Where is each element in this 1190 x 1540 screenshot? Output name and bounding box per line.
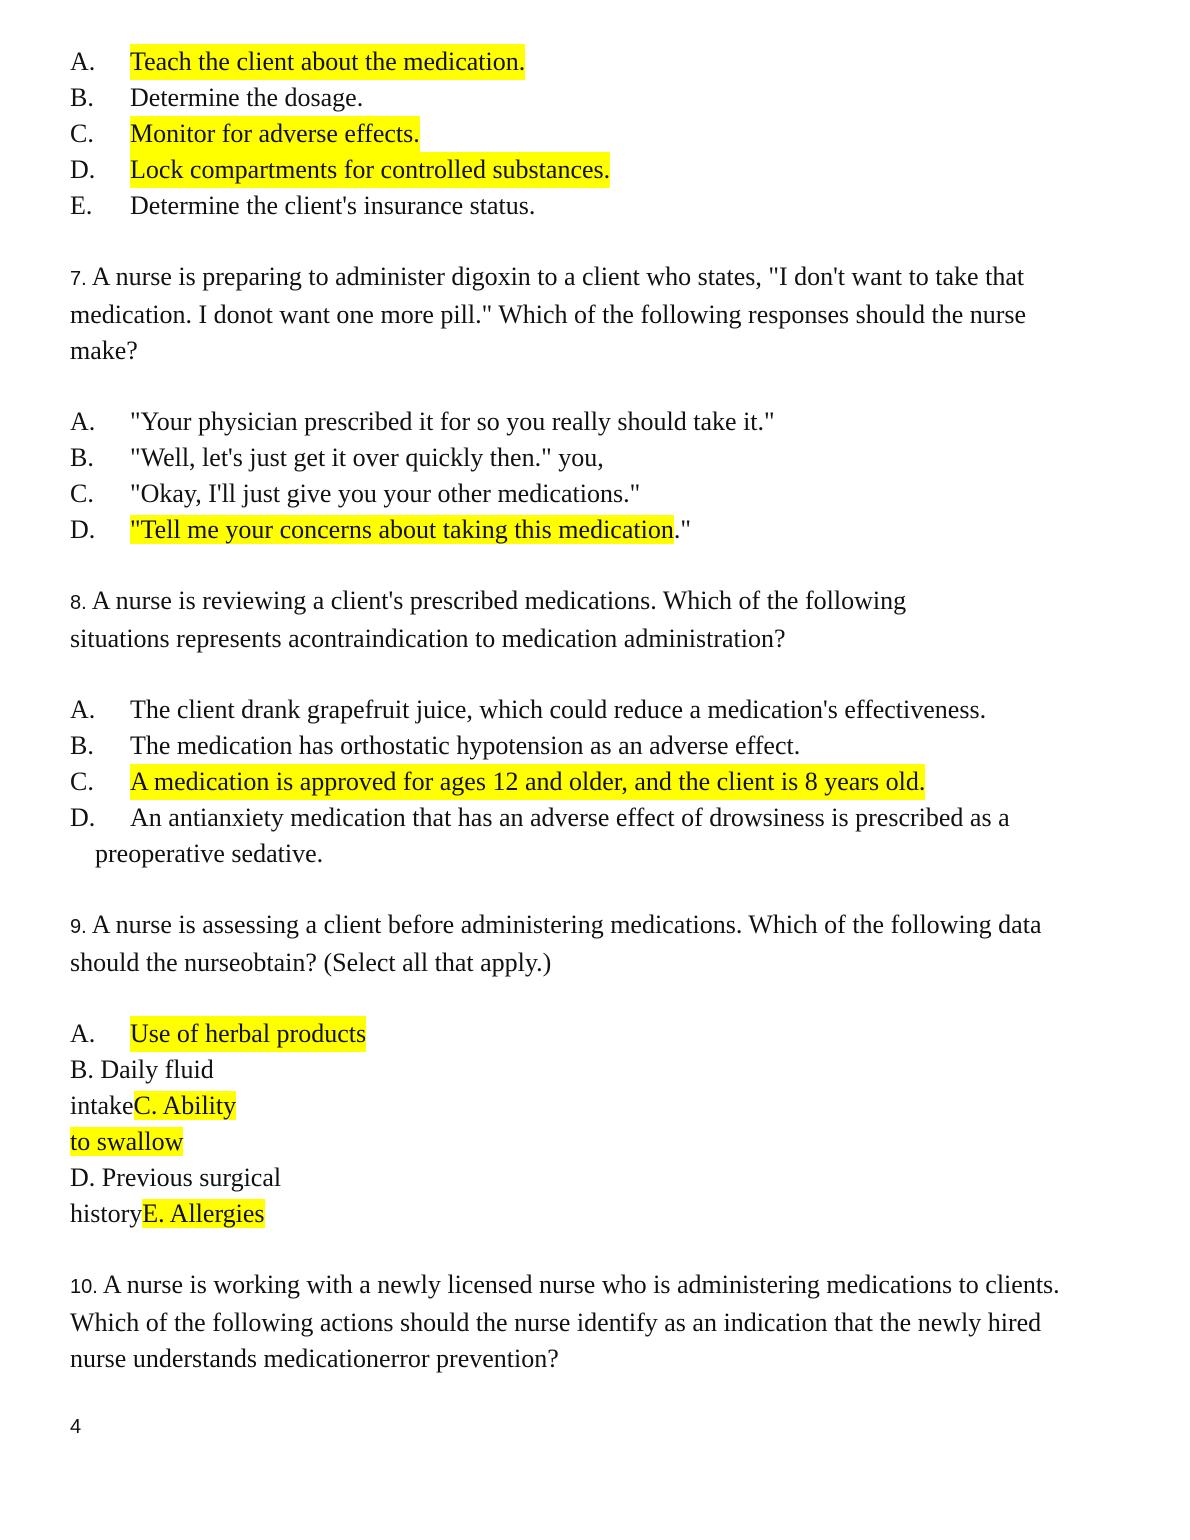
option-letter: A. bbox=[70, 407, 96, 436]
document-page bbox=[70, 44, 1130, 1377]
option-text-highlighted: Monitor for adverse effects. bbox=[130, 116, 420, 152]
stem-text: medication. I donot want one more pill." Which of the following responses should the nurse bbox=[70, 300, 1027, 329]
question-6-options bbox=[70, 44, 1130, 224]
q8-option-d-continued: preoperative sedative. bbox=[95, 839, 324, 868]
page-number: 4 bbox=[70, 1416, 82, 1438]
option-text-highlighted: Lock compartments for controlled substances. bbox=[130, 152, 610, 188]
q6-option-c bbox=[70, 116, 1130, 152]
option-letter: B. bbox=[70, 731, 94, 760]
q9-option-a bbox=[70, 1016, 1130, 1052]
question-number: 9. bbox=[70, 916, 87, 938]
q7-option-c bbox=[70, 476, 1130, 512]
option-text-highlighted: E. Allergies bbox=[142, 1199, 265, 1228]
q8-option-d bbox=[70, 800, 1130, 836]
option-text-highlighted: A medication is approved for ages 12 and older, and the client is 8 years old. bbox=[130, 764, 925, 800]
question-7-options bbox=[70, 404, 1130, 548]
q9-option-d: D. Previous surgical bbox=[70, 1163, 282, 1192]
option-letter: A. bbox=[70, 47, 96, 76]
question-9 bbox=[70, 907, 1130, 1232]
stem-text: Which of the following actions should the nurse identify as an indication that the newly hired bbox=[70, 1308, 1042, 1337]
option-text: Determine the client's insurance status. bbox=[130, 191, 536, 220]
option-text: "Okay, I'll just give you your other medications." bbox=[130, 479, 641, 508]
question-10-stem bbox=[70, 1267, 1130, 1377]
question-9-options bbox=[70, 1016, 1130, 1232]
option-text-highlighted: Use of herbal products bbox=[130, 1016, 366, 1052]
question-number: 10. bbox=[70, 1276, 98, 1298]
stem-text: situations represents acontraindication to medication administration? bbox=[70, 624, 786, 653]
q7-option-b bbox=[70, 440, 1130, 476]
q9-line-3 bbox=[70, 1088, 1130, 1124]
q7-option-a bbox=[70, 404, 1130, 440]
q6-option-b bbox=[70, 80, 1130, 116]
q6-option-d bbox=[70, 152, 1130, 188]
option-text-highlighted: C. Ability bbox=[133, 1091, 237, 1120]
q8-option-b bbox=[70, 728, 1130, 764]
option-letter: E. bbox=[70, 191, 93, 220]
option-text-highlighted: to swallow bbox=[70, 1127, 184, 1156]
stem-text: nurse understands medicationerror prevention? bbox=[70, 1344, 559, 1373]
option-letter: D. bbox=[70, 803, 96, 832]
question-7-stem bbox=[70, 259, 1130, 369]
option-text: history bbox=[70, 1199, 143, 1228]
q8-option-a bbox=[70, 692, 1130, 728]
q8-option-c bbox=[70, 764, 1130, 800]
option-text-highlighted: "Tell me your concerns about taking this medication bbox=[130, 515, 674, 544]
option-text: "Your physician prescribed it for so you really should take it." bbox=[130, 407, 775, 436]
option-letter: C. bbox=[70, 767, 94, 796]
question-9-stem bbox=[70, 907, 1130, 981]
option-letter: C. bbox=[70, 479, 94, 508]
question-7 bbox=[70, 259, 1130, 548]
option-text: The client drank grapefruit juice, which could reduce a medication's effectiveness. bbox=[130, 695, 987, 724]
option-letter: A. bbox=[70, 1019, 96, 1048]
question-number: 8. bbox=[70, 592, 87, 614]
stem-text: A nurse is reviewing a client's prescribed medications. Which of the following bbox=[86, 586, 907, 615]
option-text: An antianxiety medication that has an adverse effect of drowsiness is prescribed as a bbox=[130, 803, 1010, 832]
stem-text: A nurse is preparing to administer digoxin to a client who states, "I don't want to take that bbox=[86, 262, 1025, 291]
question-number: 7. bbox=[70, 268, 87, 290]
option-text: intake bbox=[70, 1091, 134, 1120]
option-text: Determine the dosage. bbox=[130, 83, 364, 112]
question-8-stem bbox=[70, 583, 1130, 657]
stem-text: A nurse is working with a newly licensed nurse who is administering medications to clients. bbox=[97, 1270, 1060, 1299]
q6-option-e bbox=[70, 188, 1130, 224]
q7-option-d bbox=[70, 512, 1130, 548]
option-letter: C. bbox=[70, 119, 94, 148]
option-letter: B. bbox=[70, 443, 94, 472]
stem-text: make? bbox=[70, 336, 138, 365]
stem-text: should the nurseobtain? (Select all that apply.) bbox=[70, 948, 552, 977]
q9-line-6 bbox=[70, 1196, 1130, 1232]
question-8 bbox=[70, 583, 1130, 872]
stem-text: A nurse is assessing a client before administering medications. Which of the following data bbox=[86, 910, 1042, 939]
option-letter: B. bbox=[70, 83, 94, 112]
option-text-highlighted: Teach the client about the medication. bbox=[130, 44, 525, 80]
option-text: The medication has orthostatic hypotension as an adverse effect. bbox=[130, 731, 801, 760]
option-text-tail: ." bbox=[673, 515, 691, 544]
question-10 bbox=[70, 1267, 1130, 1377]
q9-option-b: B. Daily fluid bbox=[70, 1055, 214, 1084]
option-letter: D. bbox=[70, 155, 96, 184]
option-text: "Well, let's just get it over quickly then." you, bbox=[130, 443, 604, 472]
q9-line-4 bbox=[70, 1124, 1130, 1160]
q6-option-a bbox=[70, 44, 1130, 80]
question-8-options bbox=[70, 692, 1130, 872]
option-letter: D. bbox=[70, 515, 96, 544]
option-letter: A. bbox=[70, 695, 96, 724]
